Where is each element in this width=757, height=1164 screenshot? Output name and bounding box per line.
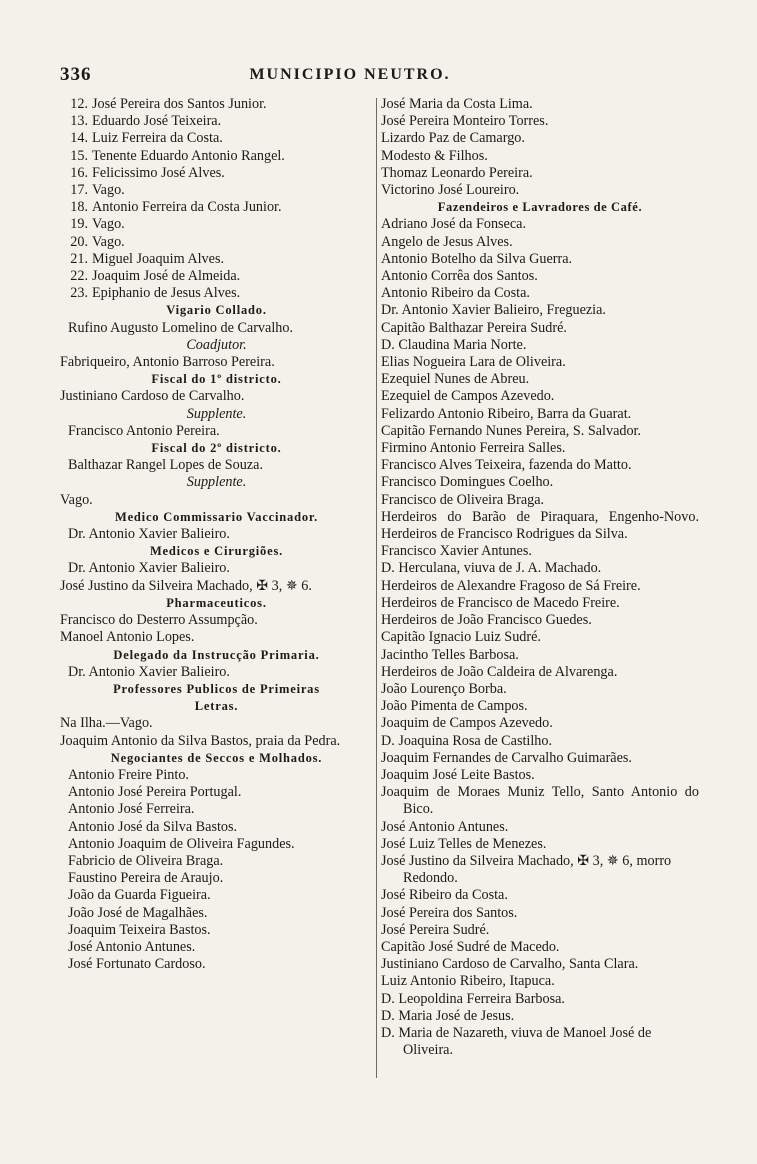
list-item: Jacintho Telles Barbosa. [381, 646, 519, 663]
list-item: Capitão Balthazar Pereira Sudré. [381, 319, 567, 336]
list-item: José Justino da Silveira Machado, ✠ 3, ✵ 6. [60, 577, 312, 594]
supplente-2-name: Vago. [60, 491, 93, 508]
list-item: Joaquim Antonio da Silva Bastos, praia da Pedra. [60, 732, 341, 749]
list-item: Francisco Xavier Antunes. [381, 543, 532, 560]
item-text: Miguel Joaquim Alves. [92, 250, 225, 267]
list-item: Dr. Antonio Xavier Balieiro, Freguezia. [381, 302, 606, 319]
item-number: 14. [70, 130, 88, 147]
list-item: José Pereira dos Santos. [381, 904, 518, 921]
list-item: José Maria da Costa Lima. [381, 96, 533, 112]
section-heading-supplente-1: Supplente. [186, 405, 247, 422]
item-number: 20. [70, 233, 88, 250]
list-item [60, 285, 373, 302]
list-item: João Lourenço Borba. [381, 680, 507, 697]
item-text: Tenente Eduardo Antonio Rangel. [92, 147, 285, 164]
vigario-name: Rufino Augusto Lomelino de Carvalho. [68, 319, 294, 336]
section-heading-fiscal-2: Fiscal do 2º districto. [151, 441, 282, 456]
item-number: 16. [70, 164, 88, 181]
running-title: MUNICIPIO NEUTRO. [249, 66, 451, 83]
list-item [60, 113, 373, 130]
list-item [60, 268, 373, 285]
fiscal-1-name: Justiniano Cardoso de Carvalho. [60, 388, 245, 405]
list-item: Capitão Fernando Nunes Pereira, S. Salvador. [381, 422, 642, 439]
item-number: 23. [70, 285, 88, 302]
item-text: Joaquim José de Almeida. [92, 268, 241, 285]
section-heading-negociantes: Negociantes de Seccos e Molhados. [110, 750, 323, 765]
list-item: Capitão Ignacio Luiz Sudré. [381, 629, 541, 646]
list-item: José Fortunato Cardoso. [68, 956, 206, 973]
item-text: José Pereira dos Santos Junior. [92, 96, 267, 112]
list-item: Herdeiros do Barão de Piraquara, Engenho-Novo. [381, 508, 699, 525]
section-heading-delegado: Delegado da Instrucção Primaria. [113, 647, 320, 662]
list-item: Herdeiros de Alexandre Fragoso de Sá Freire. [381, 577, 641, 594]
list-item: Dr. Antonio Xavier Balieiro. [68, 560, 230, 577]
list-item: Francisco Domingues Coelho. [381, 474, 554, 491]
item-text: Vago. [92, 233, 125, 250]
item-text: Epiphanio de Jesus Alves. [92, 285, 241, 302]
list-item: Francisco do Desterro Assumpção. [60, 612, 258, 629]
list-item: Fabricio de Oliveira Braga. [68, 852, 224, 869]
list-item: Antonio Freire Pinto. [68, 766, 189, 783]
list-item: José Ribeiro da Costa. [381, 887, 508, 904]
list-item: Victorino José Loureiro. [381, 182, 520, 199]
list-item [60, 216, 373, 233]
list-item: João Pimenta de Campos. [381, 698, 528, 715]
supplente-1-name: Francisco Antonio Pereira. [68, 422, 220, 439]
item-number: 19. [70, 216, 88, 233]
list-item: Felizardo Antonio Ribeiro, Barra da Guarat. [381, 405, 632, 422]
list-item: Modesto & Filhos. [381, 147, 488, 164]
list-item: Ezequiel de Campos Azevedo. [381, 388, 555, 405]
fiscal-2-name: Balthazar Rangel Lopes de Souza. [68, 457, 264, 474]
section-heading-fiscal-1: Fiscal do 1º districto. [151, 372, 282, 387]
list-item: Luiz Antonio Ribeiro, Itapuca. [381, 973, 555, 990]
list-item: Francisco Alves Teixeira, fazenda do Matto. [381, 457, 632, 474]
list-item: João José de Magalhães. [68, 904, 208, 921]
list-item [60, 130, 373, 147]
list-item: D. Herculana, viuva de J. A. Machado. [381, 560, 602, 577]
section-heading-professores-cont: Letras. [194, 699, 239, 714]
section-heading-medico-vaccinador: Medico Commissario Vaccinador. [114, 509, 319, 524]
list-item: Antonio Corrêa dos Santos. [381, 268, 538, 285]
list-item: Joaquim de Campos Azevedo. [381, 715, 553, 732]
list-item: João da Guarda Figueira. [68, 887, 211, 904]
list-item: Herdeiros de João Caldeira de Alvarenga. [381, 663, 618, 680]
numbered-list [60, 96, 373, 302]
section-heading-fazendeiros: Fazendeiros e Lavradores de Café. [437, 200, 643, 215]
list-item: Elias Nogueira Lara de Oliveira. [381, 354, 566, 371]
page-header [60, 64, 690, 86]
item-number: 12. [70, 96, 88, 112]
list-item: D. Maria José de Jesus. [381, 1007, 515, 1024]
list-item: Herdeiros de Francisco Rodrigues da Silva. [381, 526, 628, 543]
item-text: Vago. [92, 182, 125, 199]
delegado-name: Dr. Antonio Xavier Balieiro. [68, 663, 230, 680]
page-number: 336 [60, 64, 92, 85]
list-item: José Pereira Monteiro Torres. [381, 113, 549, 130]
item-number: 21. [70, 250, 88, 267]
list-item: Joaquim José Leite Bastos. [381, 766, 535, 783]
list-item: José Justino da Silveira Machado, ✠ 3, ✵ 6, morro Redondo. [381, 852, 672, 887]
list-item: Na Ilha.—Vago. [60, 715, 153, 732]
list-item: D. Joaquina Rosa de Castilho. [381, 732, 553, 749]
section-heading-vigario: Vigario Collado. [166, 303, 267, 318]
list-item: Antonio José da Silva Bastos. [68, 818, 238, 835]
list-item: D. Claudina Maria Norte. [381, 336, 527, 353]
list-item [60, 96, 373, 113]
list-item: Capitão José Sudré de Macedo. [381, 938, 560, 955]
list-item: Antonio Ribeiro da Costa. [381, 285, 530, 302]
section-heading-coadjutor: Coadjutor. [186, 336, 247, 353]
list-item: Joaquim Fernandes de Carvalho Guimarães. [381, 749, 632, 766]
list-item: José Pereira Sudré. [381, 921, 490, 938]
list-item: Thomaz Leonardo Pereira. [381, 164, 533, 181]
item-number: 18. [70, 199, 88, 216]
left-column [60, 96, 373, 973]
list-item: Firmino Antonio Ferreira Salles. [381, 440, 566, 457]
coadjutor-name: Fabriqueiro, Antonio Barroso Pereira. [60, 354, 275, 371]
list-item: Lizardo Paz de Camargo. [381, 130, 525, 147]
list-item: José Antonio Antunes. [381, 818, 509, 835]
list-item: Antonio Botelho da Silva Guerra. [381, 250, 573, 267]
item-text: Eduardo José Teixeira. [92, 113, 222, 130]
item-number: 13. [70, 113, 88, 130]
list-item: D. Leopoldina Ferreira Barbosa. [381, 990, 565, 1007]
list-item: D. Maria de Nazareth, viuva de Manoel José de Oliveira. [381, 1024, 652, 1059]
list-item [60, 148, 373, 165]
list-item: Joaquim de Moraes Muniz Tello, Santo Antonio do Bico. [381, 784, 699, 818]
item-number: 15. [70, 147, 88, 164]
list-item: Antonio Joaquim de Oliveira Fagundes. [68, 835, 295, 852]
list-item: Antonio José Pereira Portugal. [68, 784, 242, 801]
list-item [60, 251, 373, 268]
list-item: Justiniano Cardoso de Carvalho, Santa Clara. [381, 956, 639, 973]
item-text: Felicissimo José Alves. [92, 164, 225, 181]
list-item: Herdeiros de Francisco de Macedo Freire. [381, 594, 620, 611]
list-item: Ezequiel Nunes de Abreu. [381, 371, 530, 388]
list-item: José Antonio Antunes. [68, 938, 196, 955]
section-heading-pharmaceuticos: Pharmaceuticos. [166, 595, 267, 610]
list-item: Angelo de Jesus Alves. [381, 233, 513, 250]
list-item: Joaquim Teixeira Bastos. [68, 921, 211, 938]
list-item [60, 182, 373, 199]
item-text: Antonio Ferreira da Costa Junior. [92, 199, 282, 216]
section-heading-professores: Professores Publicos de Primeiras [113, 681, 320, 696]
list-item [60, 165, 373, 182]
item-text: Luiz Ferreira da Costa. [92, 130, 223, 147]
medico-vaccinador-name: Dr. Antonio Xavier Balieiro. [68, 526, 230, 543]
item-number: 22. [70, 268, 88, 285]
list-item [60, 199, 373, 216]
list-item: Faustino Pereira de Araujo. [68, 870, 224, 887]
list-item: Antonio José Ferreira. [68, 801, 195, 818]
section-heading-medicos: Medicos e Cirurgiões. [149, 544, 284, 559]
list-item: Manoel Antonio Lopes. [60, 629, 195, 646]
list-item: Herdeiros de João Francisco Guedes. [381, 612, 592, 629]
right-column [381, 96, 699, 1059]
item-number: 17. [70, 182, 88, 199]
list-item: Adriano José da Fonseca. [381, 216, 526, 233]
section-heading-supplente-2: Supplente. [186, 474, 247, 491]
item-text: Vago. [92, 216, 125, 233]
column-divider [376, 98, 377, 1078]
list-item: José Luiz Telles de Menezes. [381, 835, 547, 852]
list-item: Francisco de Oliveira Braga. [381, 491, 545, 508]
list-item [60, 234, 373, 251]
